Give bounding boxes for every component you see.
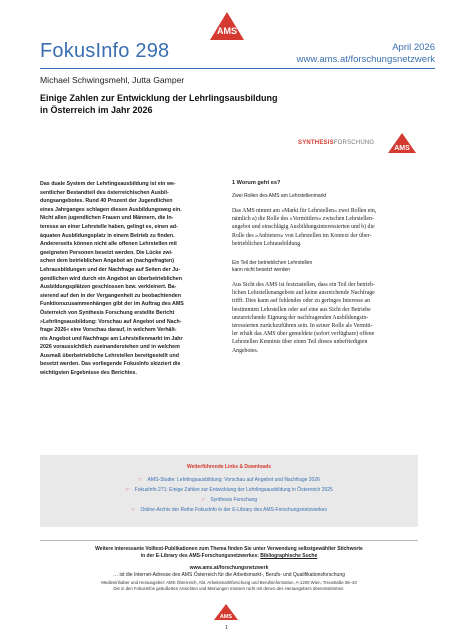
header-divider [40,68,435,69]
intro-line: teresse an einer Lehrstelle haben, gelingt es, einen ad- [40,223,178,230]
paragraph-unfilled [232,281,417,355]
links-title: Weiterführende Links & Downloads [186,464,272,470]
ams-logo-small [388,133,416,153]
arrow-icon: ☞ [131,507,136,513]
intro-line: dungsangebotes. Rund 40 Prozent der Jugendlichen [40,198,173,205]
paragraph-line: Angebotes. [232,347,259,354]
intro-line: gendlichen wird durch ein Angebot an überbetrieblichen [40,275,182,282]
intro-line: nis Angebot und Nachfrage am Lehrstellenmarkt im Jahr [40,335,183,342]
intro-line: besetzt werden. Das vorliegende FokusInfo skizziert die [40,361,181,368]
footer-url[interactable]: www.ams.at/forschungsnetzwerk [189,565,269,571]
link-fokusinfo-271[interactable] [40,487,418,493]
subheading-roles: Zwei Rollen des AMS am Lehrstellenmarkt [232,193,327,199]
paragraph-line: lichen Lehrstellenangebote auf keine ausreichende Nachfrage [232,290,375,297]
subheading-line: kann nicht besetzt werden [232,267,291,274]
footer-url-block [40,565,418,578]
ams-logo-footer [214,604,238,620]
page-title: FokusInfo 298 [40,40,170,62]
section-heading: 1 Worum geht es? [232,180,281,186]
paragraph-line: unzureichende Eignung der nachfragenden Ausbildungsin- [232,314,369,321]
intro-line: Ausmaß überbetriebliche Lehrstellen bereitgestellt und [40,352,179,359]
paragraph-line: trifft. Dies kann auf fehlendes oder zu geringes Interesse an [232,298,370,305]
paragraph-line: Rolle des »Anbieters« von Lehrstellen im Kontext der über- [232,232,372,239]
paragraph-line: nämlich a) die Rolle des »Vermittlers« zwischen Lehrstellen- [232,216,374,223]
arrow-icon: ☞ [138,477,143,483]
footer-line: Weitere interessante Volltext-Publikationen zum Thema finden Sie unter Verwendung selbstgewählter Stichworte [95,546,363,552]
intro-line: sentlicher Bestandteil des österreichischen Ausbil- [40,189,169,196]
paragraph-line: Aus Sicht des AMS ist festzustellen, dass ein Teil der betrieb- [232,282,375,289]
article-headline [40,93,400,116]
intro-line: schen dem betrieblichen Angebot an (nachgefragten) [40,258,175,265]
imprint-line: Medieninhaber und Herausgeber: AMS Österreich, Abt. Arbeitsmarktforschung und Berufsinformation, A-1200 Wien, Treustraße 35–43 [101,580,357,585]
header-meta [297,42,435,66]
ams-logo-small-text: AMS [394,145,410,152]
footer-imprint [40,580,418,591]
paragraph-line: angebot und einschlägig Ausbildungsinteressierten und b) die [232,224,375,231]
footer-line-prefix: in der E-Library des AMS-Forschungsnetzwerkes: [140,553,261,559]
intro-line: »Lehrlingsausbildung: Vorschau auf Angebot und Nach- [40,318,182,325]
intro-line: Funktionszusammenhängen gibt der im Auftrag des AMS [40,301,184,308]
arrow-icon: ☞ [200,497,206,503]
subheading-unfilled [232,260,417,274]
intro-line: äquaten Ausbildungsplatz in einem Betrieb zu finden. [40,232,175,239]
paragraph-line: Lehrstellen Kenntnis über einen Teil dieses unbefriedigten [232,339,368,346]
subheading-line: Ein Teil der betrieblichen Lehrstellen [232,260,313,267]
bibliographic-search-link[interactable]: Bibliographische Suche [260,553,318,559]
intro-line: Nicht allen jugendlichen Frauen und Männern, die In- [40,215,174,222]
link-label[interactable]: Online-Archiv der Reihe FokusInfo in der E-Library des AMS-Forschungsnetzwerkes [140,507,327,513]
headline-line-2: in Österreich im Jahr 2026 [40,104,153,115]
paragraph-line: teressierten zurückzuführen sein. In seiner Rolle als Vermitt- [232,323,373,330]
link-label[interactable]: AMS-Studie: Lehrlingsausbildung: Vorschau auf Angebot und Nachfrage 2026 [147,477,320,483]
page-number: 1 [225,625,228,631]
issue-date: April 2026 [392,42,435,53]
paragraph-roles [232,207,417,248]
right-column [232,180,417,355]
intro-line: eines Jahrganges schlagen diesen Ausbildungsweg ein. [40,206,182,213]
intro-line: sierend auf den in der Vergangenheit zu beobachtenden [40,292,181,299]
paragraph-line: ler erhält das AMS über gemeldete (sofort verfügbare) offene [232,331,375,338]
intro-line: Lehrausbildungen und der Nachfrage auf Seiten der Ju- [40,266,181,273]
intro-line: geeigneten Personen besetzt werden. Die Lücke zwi- [40,249,173,256]
ams-logo-text: AMS [217,26,237,36]
ams-logo [210,12,244,40]
headline-line-1: Einige Zahlen zur Entwicklung der Lehrlingsausbildung [40,93,278,103]
paragraph-line: Das AMS nimmt am »Markt für Lehrstellen« zwei Rollen ein, [232,208,377,214]
synthesis-brand-suffix: FORSCHUNG [333,140,375,146]
footer-elibrary-note [40,546,418,560]
arrow-icon: ☞ [125,487,130,493]
link-label[interactable]: FokusInfo 271: Einige Zahlen zur Entwicklung der Lehrlingsausbildung in Österreich 2025 [134,487,333,493]
synthesis-logo [298,140,374,146]
ams-logo-footer-text: AMS [219,614,233,620]
imprint-line: Die in den FokusInfos geäußerten Ansichten und Meinungen müssen nicht mit denen des Herausgebers übereinstimmen. [113,585,345,591]
authors: Michael Schwingsmehl, Jutta Gamper [40,75,185,85]
synthesis-brand: SYNTHESIS [298,140,334,146]
footer-divider [40,540,418,541]
link-study[interactable] [40,477,418,483]
intro-line: Ausbildungsplätzen geschlossen bzw. verkleinert. Ba- [40,284,177,291]
paragraph-line: betrieblichen Lehrausbildung. [232,240,302,247]
link-label[interactable]: Synthesis Forschung [210,497,258,503]
intro-line: Österreich von Synthesis Forschung erstellte Bericht [40,309,175,316]
footer-line-2 [40,553,418,560]
footer-tagline: … ist die Internet-Adresse des AMS Österreich für die Arbeitsmarkt-, Berufs- und Qualifikationsforschung [113,571,345,578]
link-synthesis[interactable] [40,497,418,503]
intro-line: Andererseits können nicht alle offenen Lehrstellen mit [40,241,177,248]
intro-line: 2026 voraussichtlich zueinanderstehen und in welchem [40,344,180,351]
intro-line: Das duale System der Lehrlingsausbildung ist ein we- [40,181,176,187]
intro-line: wichtigsten Ergebnisse des Berichtes. [40,370,137,377]
website-link[interactable]: www.ams.at/forschungsnetzwerk [296,54,435,65]
links-box [40,455,418,527]
link-archive[interactable] [40,507,418,513]
intro-line: frage 2026« eine Vorschau darauf, in welchem Verhält- [40,327,177,334]
paragraph-line: bestimmten Lehrstellen oder auf eine aus Sicht der Betriebe [232,306,371,313]
intro-text [40,180,220,378]
